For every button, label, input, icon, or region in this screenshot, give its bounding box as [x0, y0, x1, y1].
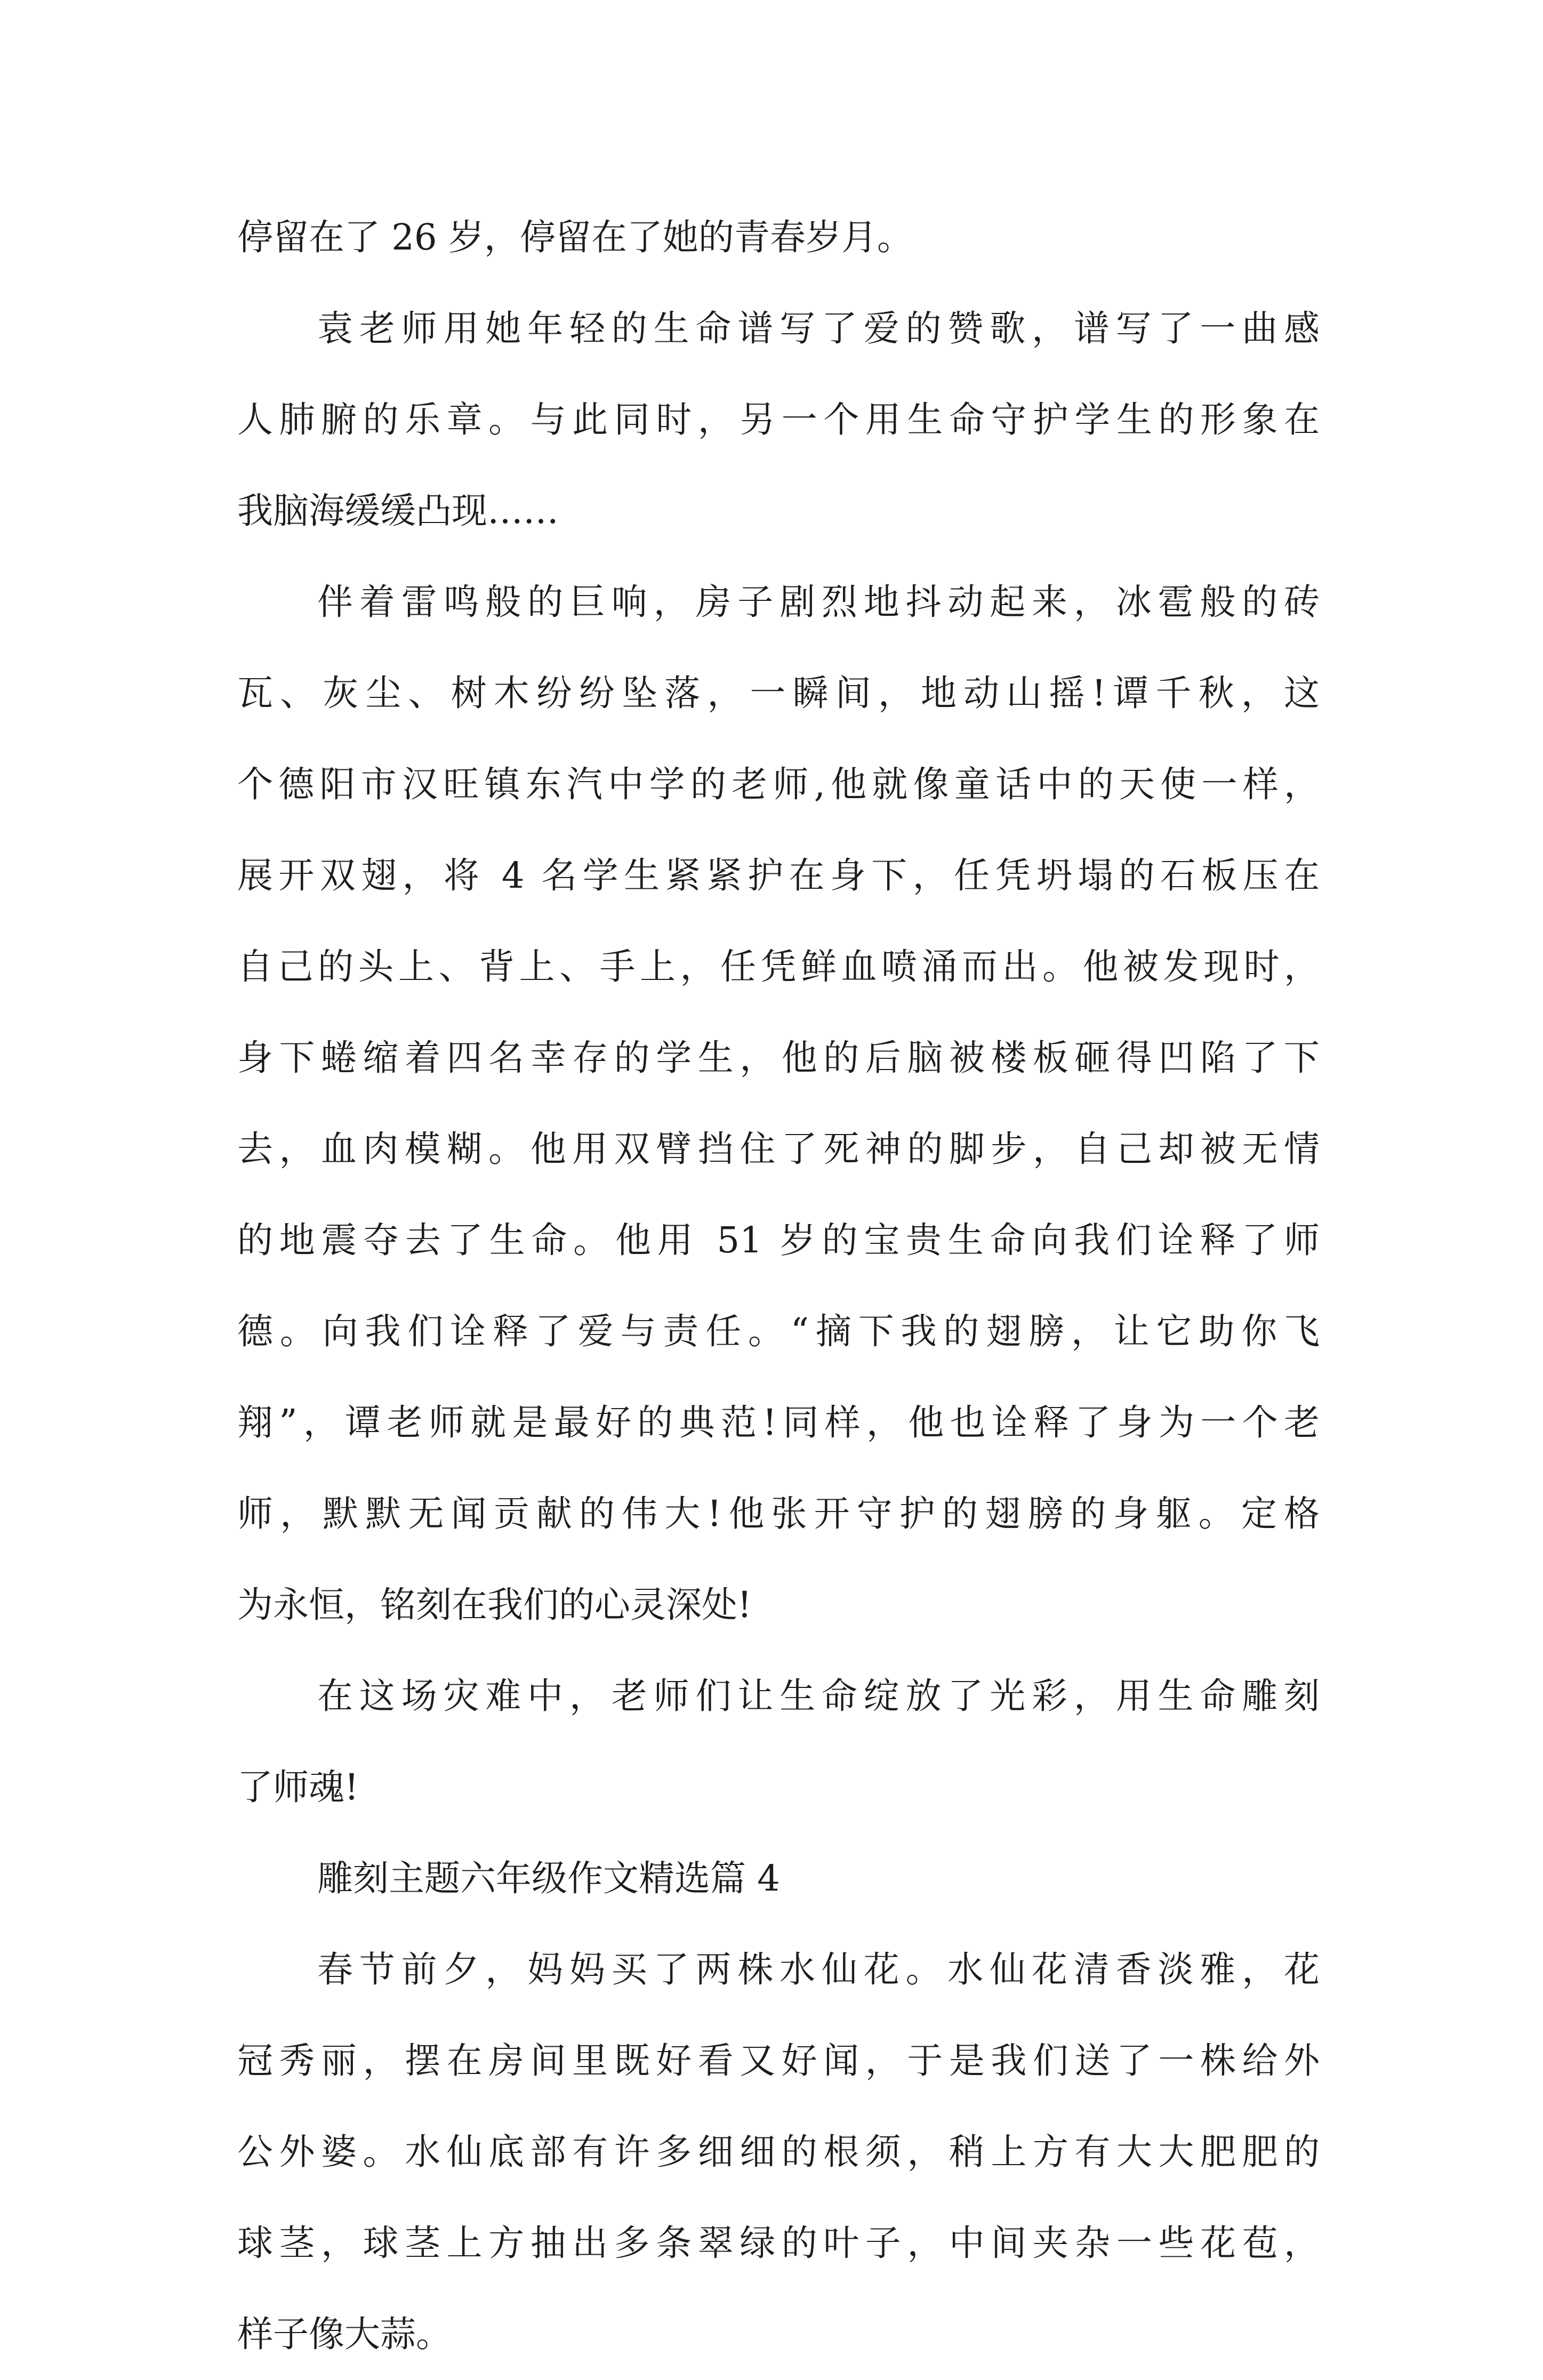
text-line: 冠秀丽，摆在房间里既好看又好闻，于是我们送了一株给外 — [237, 2040, 1320, 2081]
text-line: 瓦、灰尘、树木纷纷坠落，一瞬间，地动山摇!谭千秋，这 — [237, 672, 1320, 714]
body-text — [237, 192, 1320, 2380]
text-line: 袁老师用她年轻的生命谱写了爱的赞歌，谱写了一曲感 — [317, 308, 1320, 349]
text-line: 停留在了 26 岁，停留在了她的青春岁月。 — [237, 216, 913, 258]
text-line: 师，默默无闻贡献的伟大!他张开守护的翅膀的身躯。定格 — [237, 1493, 1320, 1534]
text-line: 个德阳市汉旺镇东汽中学的老师,他就像童话中的天使一样， — [237, 763, 1320, 805]
text-line: 公外婆。水仙底部有许多细细的根须，稍上方有大大肥肥的 — [237, 2131, 1320, 2173]
text-line: 为永恒，铭刻在我们的心灵深处! — [237, 1584, 752, 1626]
text-line: 展开双翅，将 4 名学生紧紧护在身下，任凭坍塌的石板压在 — [237, 855, 1320, 896]
text-line: 自己的头上、背上、手上，任凭鲜血喷涌而出。他被发现时， — [237, 946, 1320, 987]
text-line: 春节前夕，妈妈买了两株水仙花。水仙花清香淡雅，花 — [317, 1949, 1320, 1990]
text-line: 了师魂! — [237, 1766, 359, 1808]
section-heading: 雕刻主题六年级作文精选篇 4 — [317, 1858, 780, 1899]
text-line: 伴着雷鸣般的巨响，房子剧烈地抖动起来，冰雹般的砖 — [317, 581, 1320, 623]
text-line: 身下蜷缩着四名幸存的学生，他的后脑被楼板砸得凹陷了下 — [237, 1037, 1320, 1079]
text-line: 德。向我们诠释了爱与责任。“摘下我的翅膀，让它助你飞 — [237, 1310, 1320, 1352]
text-line: 翔”，谭老师就是最好的典范!同样，他也诠释了身为一个老 — [237, 1402, 1320, 1443]
text-line: 我脑海缓缓凸现…… — [237, 490, 559, 532]
text-line: 去，血肉模糊。他用双臂挡住了死神的脚步，自己却被无情 — [237, 1128, 1320, 1170]
text-line: 在这场灾难中，老师们让生命绽放了光彩，用生命雕刻 — [317, 1675, 1320, 1717]
text-line: 人肺腑的乐章。与此同时，另一个用生命守护学生的形象在 — [237, 399, 1320, 440]
text-line: 的地震夺去了生命。他用 51 岁的宝贵生命向我们诠释了师 — [237, 1219, 1320, 1261]
text-line: 球茎，球茎上方抽出多条翠绿的叶子，中间夹杂一些花苞， — [237, 2222, 1320, 2264]
text-line: 样子像大蒜。 — [237, 2313, 452, 2355]
